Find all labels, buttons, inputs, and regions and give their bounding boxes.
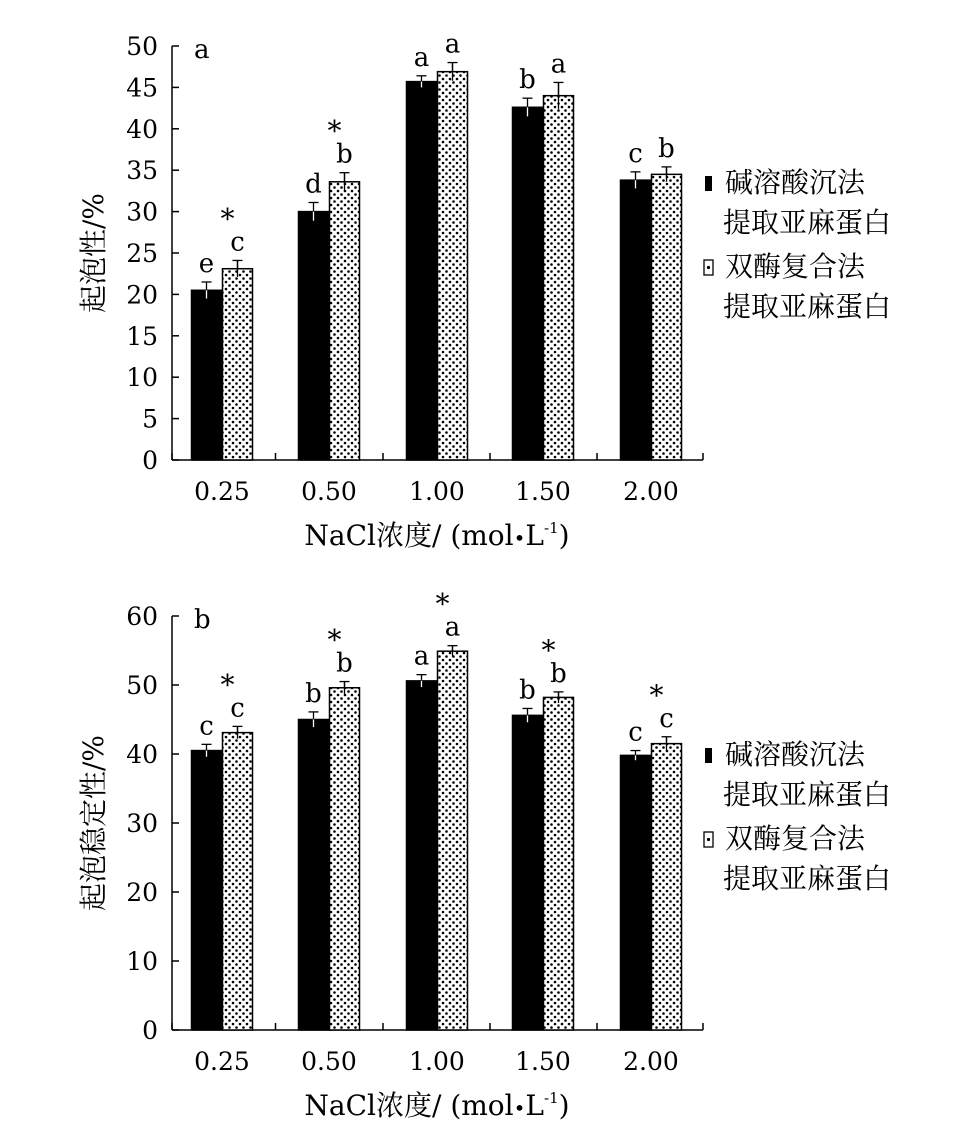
bar-dual-enzyme <box>223 733 253 1030</box>
significance-star: * <box>435 587 450 621</box>
significance-star: * <box>220 202 235 236</box>
x-axis-title: NaCl浓度/ $(mol•L^{-1})$ <box>304 519 570 552</box>
x-tick-label: 1.50 <box>515 1047 571 1076</box>
significance-letter: b <box>336 648 353 679</box>
bar-dual-enzyme <box>438 72 468 460</box>
significance-letter: a <box>413 641 430 672</box>
y-tick-label: 10 <box>126 363 158 393</box>
legend-swatch-dot <box>707 266 710 269</box>
x-tick-label: 1.00 <box>409 1047 465 1076</box>
significance-star: * <box>327 623 342 657</box>
y-tick-label: 60 <box>126 602 158 631</box>
y-tick-label: 50 <box>126 32 158 61</box>
y-axis-title: 起泡性/% <box>77 192 110 314</box>
y-tick-label: 30 <box>126 197 158 227</box>
legend-label: 提取亚麻蛋白 <box>723 206 892 239</box>
significance-letter: b <box>305 678 322 709</box>
significance-star: * <box>541 633 556 667</box>
bar-alkali-acid <box>299 212 329 460</box>
foam-stability-chart <box>77 588 891 1122</box>
significance-letter: e <box>198 248 215 279</box>
y-tick-label: 35 <box>126 156 158 186</box>
significance-star: * <box>327 114 342 148</box>
x-tick-label: 0.25 <box>194 1047 250 1076</box>
legend-label: 双酶复合法 <box>725 822 866 855</box>
legend-label: 提取亚麻蛋白 <box>723 290 892 323</box>
significance-letter: b <box>519 65 536 96</box>
significance-star: * <box>649 678 664 712</box>
significance-letter: c <box>230 693 245 724</box>
bar-alkali-acid <box>621 755 651 1030</box>
y-tick-label: 20 <box>126 280 158 310</box>
bar-alkali-acid <box>407 681 437 1030</box>
significance-letter: c <box>628 138 643 169</box>
bar-alkali-acid <box>192 751 222 1030</box>
y-tick-label: 40 <box>126 740 158 769</box>
legend-label: 双酶复合法 <box>725 250 866 283</box>
y-tick-label: 45 <box>126 73 158 103</box>
x-tick-label: 2.00 <box>623 477 679 506</box>
x-tick-label: 0.50 <box>301 1047 357 1076</box>
y-tick-label: 40 <box>126 114 158 144</box>
legend-swatch-solid <box>705 748 712 763</box>
significance-letter: b <box>658 133 675 164</box>
y-tick-label: 15 <box>126 321 158 351</box>
bar-alkali-acid <box>192 290 222 460</box>
significance-letter: c <box>628 717 643 748</box>
bar-alkali-acid <box>621 180 651 460</box>
bar-dual-enzyme <box>438 651 468 1030</box>
y-tick-label: 0 <box>142 1016 158 1045</box>
x-axis-title: NaCl浓度/ $(mol•L^{-1})$ <box>304 1089 570 1122</box>
significance-letter: c <box>659 703 674 734</box>
bar-dual-enzyme <box>330 688 360 1030</box>
bar-dual-enzyme <box>330 182 360 460</box>
significance-letter: c <box>230 227 245 258</box>
legend-swatch-solid <box>705 176 712 191</box>
y-axis-title: 起泡稳定性/% <box>77 734 110 912</box>
y-tick-label: 25 <box>126 239 158 268</box>
significance-letter: a <box>444 29 461 60</box>
bar-dual-enzyme <box>544 96 574 460</box>
x-tick-label: 0.50 <box>301 477 357 506</box>
x-tick-label: 2.00 <box>623 1047 679 1076</box>
bar-dual-enzyme <box>652 744 682 1030</box>
y-tick-label: 50 <box>126 671 158 700</box>
panel-letter: a <box>194 35 210 65</box>
panel-letter: b <box>194 605 211 635</box>
legend-label: 碱溶酸沉法 <box>725 738 866 771</box>
bar-alkali-acid <box>407 82 437 460</box>
y-tick-label: 20 <box>126 878 158 907</box>
legend-swatch-dot <box>707 838 710 841</box>
y-tick-label: 30 <box>126 809 158 838</box>
significance-letter: b <box>519 675 536 706</box>
significance-letter: a <box>550 49 567 80</box>
bar-dual-enzyme <box>544 697 574 1030</box>
y-tick-label: 10 <box>126 947 158 976</box>
bar-alkali-acid <box>513 715 543 1030</box>
bar-alkali-acid <box>299 720 329 1031</box>
foaming-capacity-chart <box>77 30 891 552</box>
significance-letter: a <box>444 612 461 643</box>
significance-letter: b <box>336 139 353 170</box>
x-tick-label: 1.00 <box>409 477 465 506</box>
bar-alkali-acid <box>513 107 543 460</box>
x-tick-label: 0.25 <box>194 477 250 506</box>
y-tick-label: 0 <box>142 446 158 475</box>
significance-letter: d <box>305 169 322 200</box>
legend-label: 提取亚麻蛋白 <box>723 778 892 811</box>
significance-letter: a <box>413 42 430 73</box>
significance-star: * <box>220 668 235 702</box>
significance-letter: c <box>199 711 214 742</box>
legend-label: 提取亚麻蛋白 <box>723 862 892 895</box>
bar-dual-enzyme <box>652 174 682 460</box>
y-tick-label: 5 <box>142 404 158 434</box>
significance-letter: b <box>550 658 567 689</box>
x-tick-label: 1.50 <box>515 477 571 506</box>
bar-dual-enzyme <box>223 269 253 460</box>
legend-label: 碱溶酸沉法 <box>725 166 866 199</box>
